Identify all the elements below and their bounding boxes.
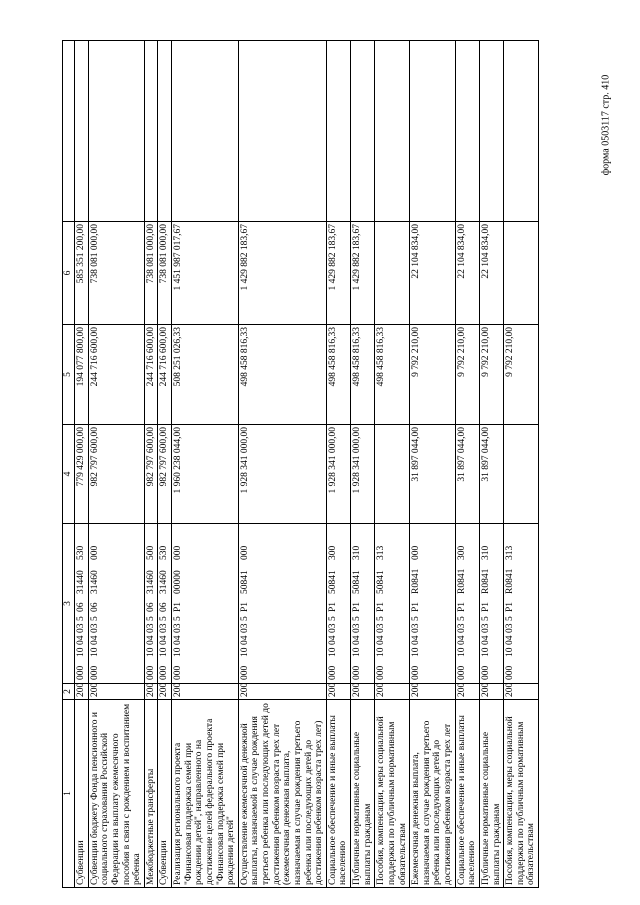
empty-cell <box>172 41 239 222</box>
code-segment: 000 <box>89 545 100 560</box>
empty-cell <box>158 41 172 222</box>
table-row <box>375 41 410 888</box>
code-segment: 31460 <box>159 570 170 594</box>
empty-cell <box>326 41 350 222</box>
code-segment: 04 <box>505 635 516 645</box>
code-segment: 5 <box>505 616 516 621</box>
budget-classification-code <box>504 524 539 684</box>
row-name: Социальное обеспечение и иные выплаты населению <box>455 700 479 888</box>
table-row <box>479 41 503 888</box>
code-segment: 000 <box>327 665 338 680</box>
code-segment: 03 <box>456 623 467 633</box>
code-segment: 000 <box>76 665 86 680</box>
code-segment: 50841 <box>327 570 338 594</box>
budget-classification-code <box>88 524 144 684</box>
code-segment: 530 <box>76 545 86 560</box>
code-segment: 10 <box>456 647 467 657</box>
code-segment: 04 <box>89 635 100 645</box>
table-row <box>158 41 172 888</box>
empty-cell <box>238 41 326 222</box>
code-segment: 50841 <box>239 570 250 594</box>
code-segment: 04 <box>352 635 362 645</box>
code-segment: 5 <box>376 616 387 621</box>
code-segment: 300 <box>327 545 338 560</box>
code-segment: 000 <box>480 665 491 680</box>
code-segment: 000 <box>456 665 467 680</box>
code-segment: 000 <box>89 665 100 680</box>
amount-c5: 244 716 600,00 <box>158 325 172 425</box>
code-segment: P1 <box>239 601 250 612</box>
amount-c6: 1 429 882 183,67 <box>326 222 350 325</box>
code-segment: R0841 <box>480 568 491 594</box>
budget-classification-code <box>479 524 503 684</box>
code-segment: 31460 <box>145 570 156 594</box>
code-segment: 5 <box>173 616 183 621</box>
amount-c5: 244 716 600,00 <box>144 325 158 425</box>
amount-c6: 22 104 834,00 <box>455 222 479 325</box>
code-segment: 10 <box>352 647 362 657</box>
amount-c5: 498 458 816,33 <box>351 325 375 425</box>
code-segment: P1 <box>480 601 491 612</box>
empty-cell <box>504 41 539 222</box>
code-segment: 04 <box>159 635 170 645</box>
row-name: Социальное обеспечение и иные выплаты населению <box>326 700 350 888</box>
code-segment: 31440 <box>76 570 86 594</box>
table-row <box>326 41 350 888</box>
code-segment: 10 <box>76 647 86 657</box>
code-segment: 06 <box>89 602 100 612</box>
code-segment: 06 <box>145 602 156 612</box>
code-segment: P1 <box>411 601 422 612</box>
row-name: Пособия, компенсации, меры социальной поддержки по публичным нормативным обязательствам <box>504 700 539 888</box>
amount-c6 <box>375 222 410 325</box>
budget-classification-code <box>375 524 410 684</box>
amount-c6: 738 081 000,00 <box>88 222 144 325</box>
code-segment: 04 <box>327 635 338 645</box>
code-segment: 03 <box>239 623 250 633</box>
column-header-1: 1 <box>63 700 75 888</box>
code-segment: 04 <box>145 635 156 645</box>
code-segment: 04 <box>239 635 250 645</box>
amount-c5: 9 792 210,00 <box>410 325 456 425</box>
column-header-4: 4 <box>63 425 75 524</box>
code-segment: P1 <box>327 601 338 612</box>
empty-cell <box>88 41 144 222</box>
code-segment: 10 <box>505 647 516 657</box>
amount-c4: 779 429 000,00 <box>75 425 89 524</box>
table-row <box>88 41 144 888</box>
amount-c5: 9 792 210,00 <box>479 325 503 425</box>
code-segment: 03 <box>159 623 170 633</box>
code-segment: 310 <box>352 545 362 560</box>
code-segment: 000 <box>411 545 422 560</box>
row-name: Субвенции <box>158 700 172 888</box>
line-code: 200 <box>504 684 539 700</box>
report-table <box>62 40 539 888</box>
budget-classification-code <box>326 524 350 684</box>
code-segment: 03 <box>376 623 387 633</box>
amount-c5: 498 458 816,33 <box>326 325 350 425</box>
line-code: 200 <box>455 684 479 700</box>
table-body <box>75 41 539 888</box>
report-page <box>62 41 598 888</box>
line-code: 200 <box>88 684 144 700</box>
code-segment: 000 <box>159 665 170 680</box>
code-segment: 03 <box>352 623 362 633</box>
code-segment: 04 <box>173 635 183 645</box>
line-code: 200 <box>238 684 326 700</box>
code-segment: 10 <box>159 647 170 657</box>
row-name: Субвенции бюджету Фонда пенсионного и социального страхования Российской Федерации на выплату ежемесячного пособия в связи с рождением и воспитанием ребенка <box>88 700 144 888</box>
form-reference-text: форма 0503117 стр. 410 <box>600 74 612 176</box>
code-segment: 03 <box>89 623 100 633</box>
code-segment: 300 <box>456 545 467 560</box>
row-name: Субвенции <box>75 700 89 888</box>
row-name: Осуществление ежемесячной денежной выплаты, назначаемой в случае рождения третьего ребенка или последующих детей до достижения ребенком возраста трех лет (ежемесячная денежная выплата, назначаемая в случае рождения третьего ребенка или последующих детей до достижения ребенком возраста трех лет) <box>238 700 326 888</box>
budget-classification-code <box>172 524 239 684</box>
budget-classification-code <box>75 524 89 684</box>
code-segment: 530 <box>159 545 170 560</box>
code-segment: 10 <box>411 647 422 657</box>
code-segment: P1 <box>456 601 467 612</box>
amount-c6: 738 081 000,00 <box>144 222 158 325</box>
code-segment: 5 <box>480 616 491 621</box>
code-segment: 50841 <box>352 570 362 594</box>
amount-c6: 585 351 200,00 <box>75 222 89 325</box>
code-segment: 000 <box>411 665 422 680</box>
empty-cell <box>375 41 410 222</box>
amount-c4: 982 797 600,00 <box>88 425 144 524</box>
amount-c6: 1 451 987 017,67 <box>172 222 239 325</box>
code-segment: 50841 <box>376 570 387 594</box>
code-segment: 5 <box>89 616 100 621</box>
table-row <box>351 41 375 888</box>
code-segment: 03 <box>76 623 86 633</box>
code-segment: 03 <box>505 623 516 633</box>
budget-classification-code <box>158 524 172 684</box>
code-segment: R0841 <box>505 568 516 594</box>
code-segment: 5 <box>411 616 422 621</box>
code-segment: 04 <box>456 635 467 645</box>
code-segment: 04 <box>480 635 491 645</box>
row-name: Реализация регионального проекта "Финансовая поддержка семей при рождении детей", направленного на достижение целей федерального проекта "Финансовая поддержка семей при рождении детей" <box>172 700 239 888</box>
code-segment: 00000 <box>173 570 183 594</box>
line-code: 200 <box>351 684 375 700</box>
code-segment: 5 <box>76 616 86 621</box>
code-segment: 10 <box>145 647 156 657</box>
code-segment: 03 <box>411 623 422 633</box>
code-segment: 10 <box>376 647 387 657</box>
row-name: Ежемесячная денежная выплата, назначаемая в случае рождения третьего ребенка или последующих детей до достижения ребенком возраста трех лет <box>410 700 456 888</box>
code-segment: 10 <box>173 647 183 657</box>
amount-c6 <box>504 222 539 325</box>
empty-cell <box>455 41 479 222</box>
line-code: 200 <box>75 684 89 700</box>
empty-cell <box>75 41 89 222</box>
code-segment: 10 <box>239 647 250 657</box>
amount-c6: 1 429 882 183,67 <box>351 222 375 325</box>
budget-classification-code <box>238 524 326 684</box>
amount-c6: 738 081 000,00 <box>158 222 172 325</box>
budget-classification-code <box>351 524 375 684</box>
code-segment: 500 <box>145 545 156 560</box>
amount-c5: 508 251 026,33 <box>172 325 239 425</box>
line-code: 200 <box>479 684 503 700</box>
code-segment: 313 <box>505 545 516 560</box>
header-row <box>63 41 75 888</box>
code-segment: 5 <box>145 616 156 621</box>
amount-c4 <box>375 425 410 524</box>
code-segment: 5 <box>352 616 362 621</box>
amount-c4: 982 797 600,00 <box>144 425 158 524</box>
code-segment: 31460 <box>89 570 100 594</box>
column-header-5: 5 <box>63 325 75 425</box>
form-reference <box>598 30 614 220</box>
empty-cell <box>144 41 158 222</box>
code-segment: 000 <box>239 665 250 680</box>
code-segment: P1 <box>173 601 183 612</box>
row-name: Межбюджетные трансферты <box>144 700 158 888</box>
code-segment: 04 <box>376 635 387 645</box>
code-segment: 5 <box>327 616 338 621</box>
amount-c5: 9 792 210,00 <box>504 325 539 425</box>
code-segment: 10 <box>480 647 491 657</box>
budget-classification-code <box>144 524 158 684</box>
table-row <box>144 41 158 888</box>
code-segment: 000 <box>173 545 183 560</box>
code-segment: 5 <box>456 616 467 621</box>
column-header-3: 3 <box>63 524 75 684</box>
code-segment: 03 <box>145 623 156 633</box>
code-segment: 5 <box>159 616 170 621</box>
amount-c4: 1 928 341 000,00 <box>326 425 350 524</box>
table-row <box>238 41 326 888</box>
line-code: 200 <box>144 684 158 700</box>
line-code: 200 <box>158 684 172 700</box>
code-segment: 03 <box>327 623 338 633</box>
code-segment: 04 <box>411 635 422 645</box>
code-segment: P1 <box>352 601 362 612</box>
column-header-2: 2 <box>63 684 75 700</box>
code-segment: 000 <box>505 665 516 680</box>
amount-c5: 498 458 816,33 <box>375 325 410 425</box>
line-code: 200 <box>326 684 350 700</box>
amount-c6: 22 104 834,00 <box>479 222 503 325</box>
table-row <box>504 41 539 888</box>
amount-c6: 1 429 882 183,67 <box>238 222 326 325</box>
amount-c4: 982 797 600,00 <box>158 425 172 524</box>
column-header-empty <box>63 41 75 222</box>
column-header-6: 6 <box>63 222 75 325</box>
amount-c6: 22 104 834,00 <box>410 222 456 325</box>
amount-c4: 1 928 341 000,00 <box>351 425 375 524</box>
amount-c5: 194 077 800,00 <box>75 325 89 425</box>
table-row <box>172 41 239 888</box>
code-segment: 10 <box>327 647 338 657</box>
code-segment: 06 <box>159 602 170 612</box>
amount-c5: 244 716 600,00 <box>88 325 144 425</box>
amount-c4: 31 897 044,00 <box>479 425 503 524</box>
code-segment: 310 <box>480 545 491 560</box>
line-code: 200 <box>172 684 239 700</box>
code-segment: 03 <box>480 623 491 633</box>
code-segment: 000 <box>239 545 250 560</box>
amount-c4 <box>504 425 539 524</box>
code-segment: 000 <box>173 665 183 680</box>
code-segment: 10 <box>89 647 100 657</box>
code-segment: 000 <box>145 665 156 680</box>
amount-c5: 9 792 210,00 <box>455 325 479 425</box>
code-segment: 000 <box>376 665 387 680</box>
table-row <box>410 41 456 888</box>
line-code: 200 <box>375 684 410 700</box>
row-name: Пособия, компенсации, меры социальной поддержки по публичным нормативным обязательствам <box>375 700 410 888</box>
code-segment: 313 <box>376 545 387 560</box>
code-segment: R0841 <box>411 568 422 594</box>
code-segment: 06 <box>76 602 86 612</box>
row-name: Публичные нормативные социальные выплаты гражданам <box>351 700 375 888</box>
amount-c4: 31 897 044,00 <box>455 425 479 524</box>
code-segment: R0841 <box>456 568 467 594</box>
code-segment: P1 <box>505 601 516 612</box>
amount-c5: 498 458 816,33 <box>238 325 326 425</box>
amount-c4: 1 960 238 044,00 <box>172 425 239 524</box>
amount-c4: 1 928 341 000,00 <box>238 425 326 524</box>
code-segment: 04 <box>76 635 86 645</box>
code-segment: 5 <box>239 616 250 621</box>
table-row <box>455 41 479 888</box>
code-segment: 03 <box>173 623 183 633</box>
line-code: 200 <box>410 684 456 700</box>
code-segment: P1 <box>376 601 387 612</box>
empty-cell <box>351 41 375 222</box>
empty-cell <box>479 41 503 222</box>
row-name: Публичные нормативные социальные выплаты гражданам <box>479 700 503 888</box>
budget-classification-code <box>455 524 479 684</box>
code-segment: 000 <box>352 665 362 680</box>
table-row <box>75 41 89 888</box>
budget-classification-code <box>410 524 456 684</box>
amount-c4: 31 897 044,00 <box>410 425 456 524</box>
empty-cell <box>410 41 456 222</box>
